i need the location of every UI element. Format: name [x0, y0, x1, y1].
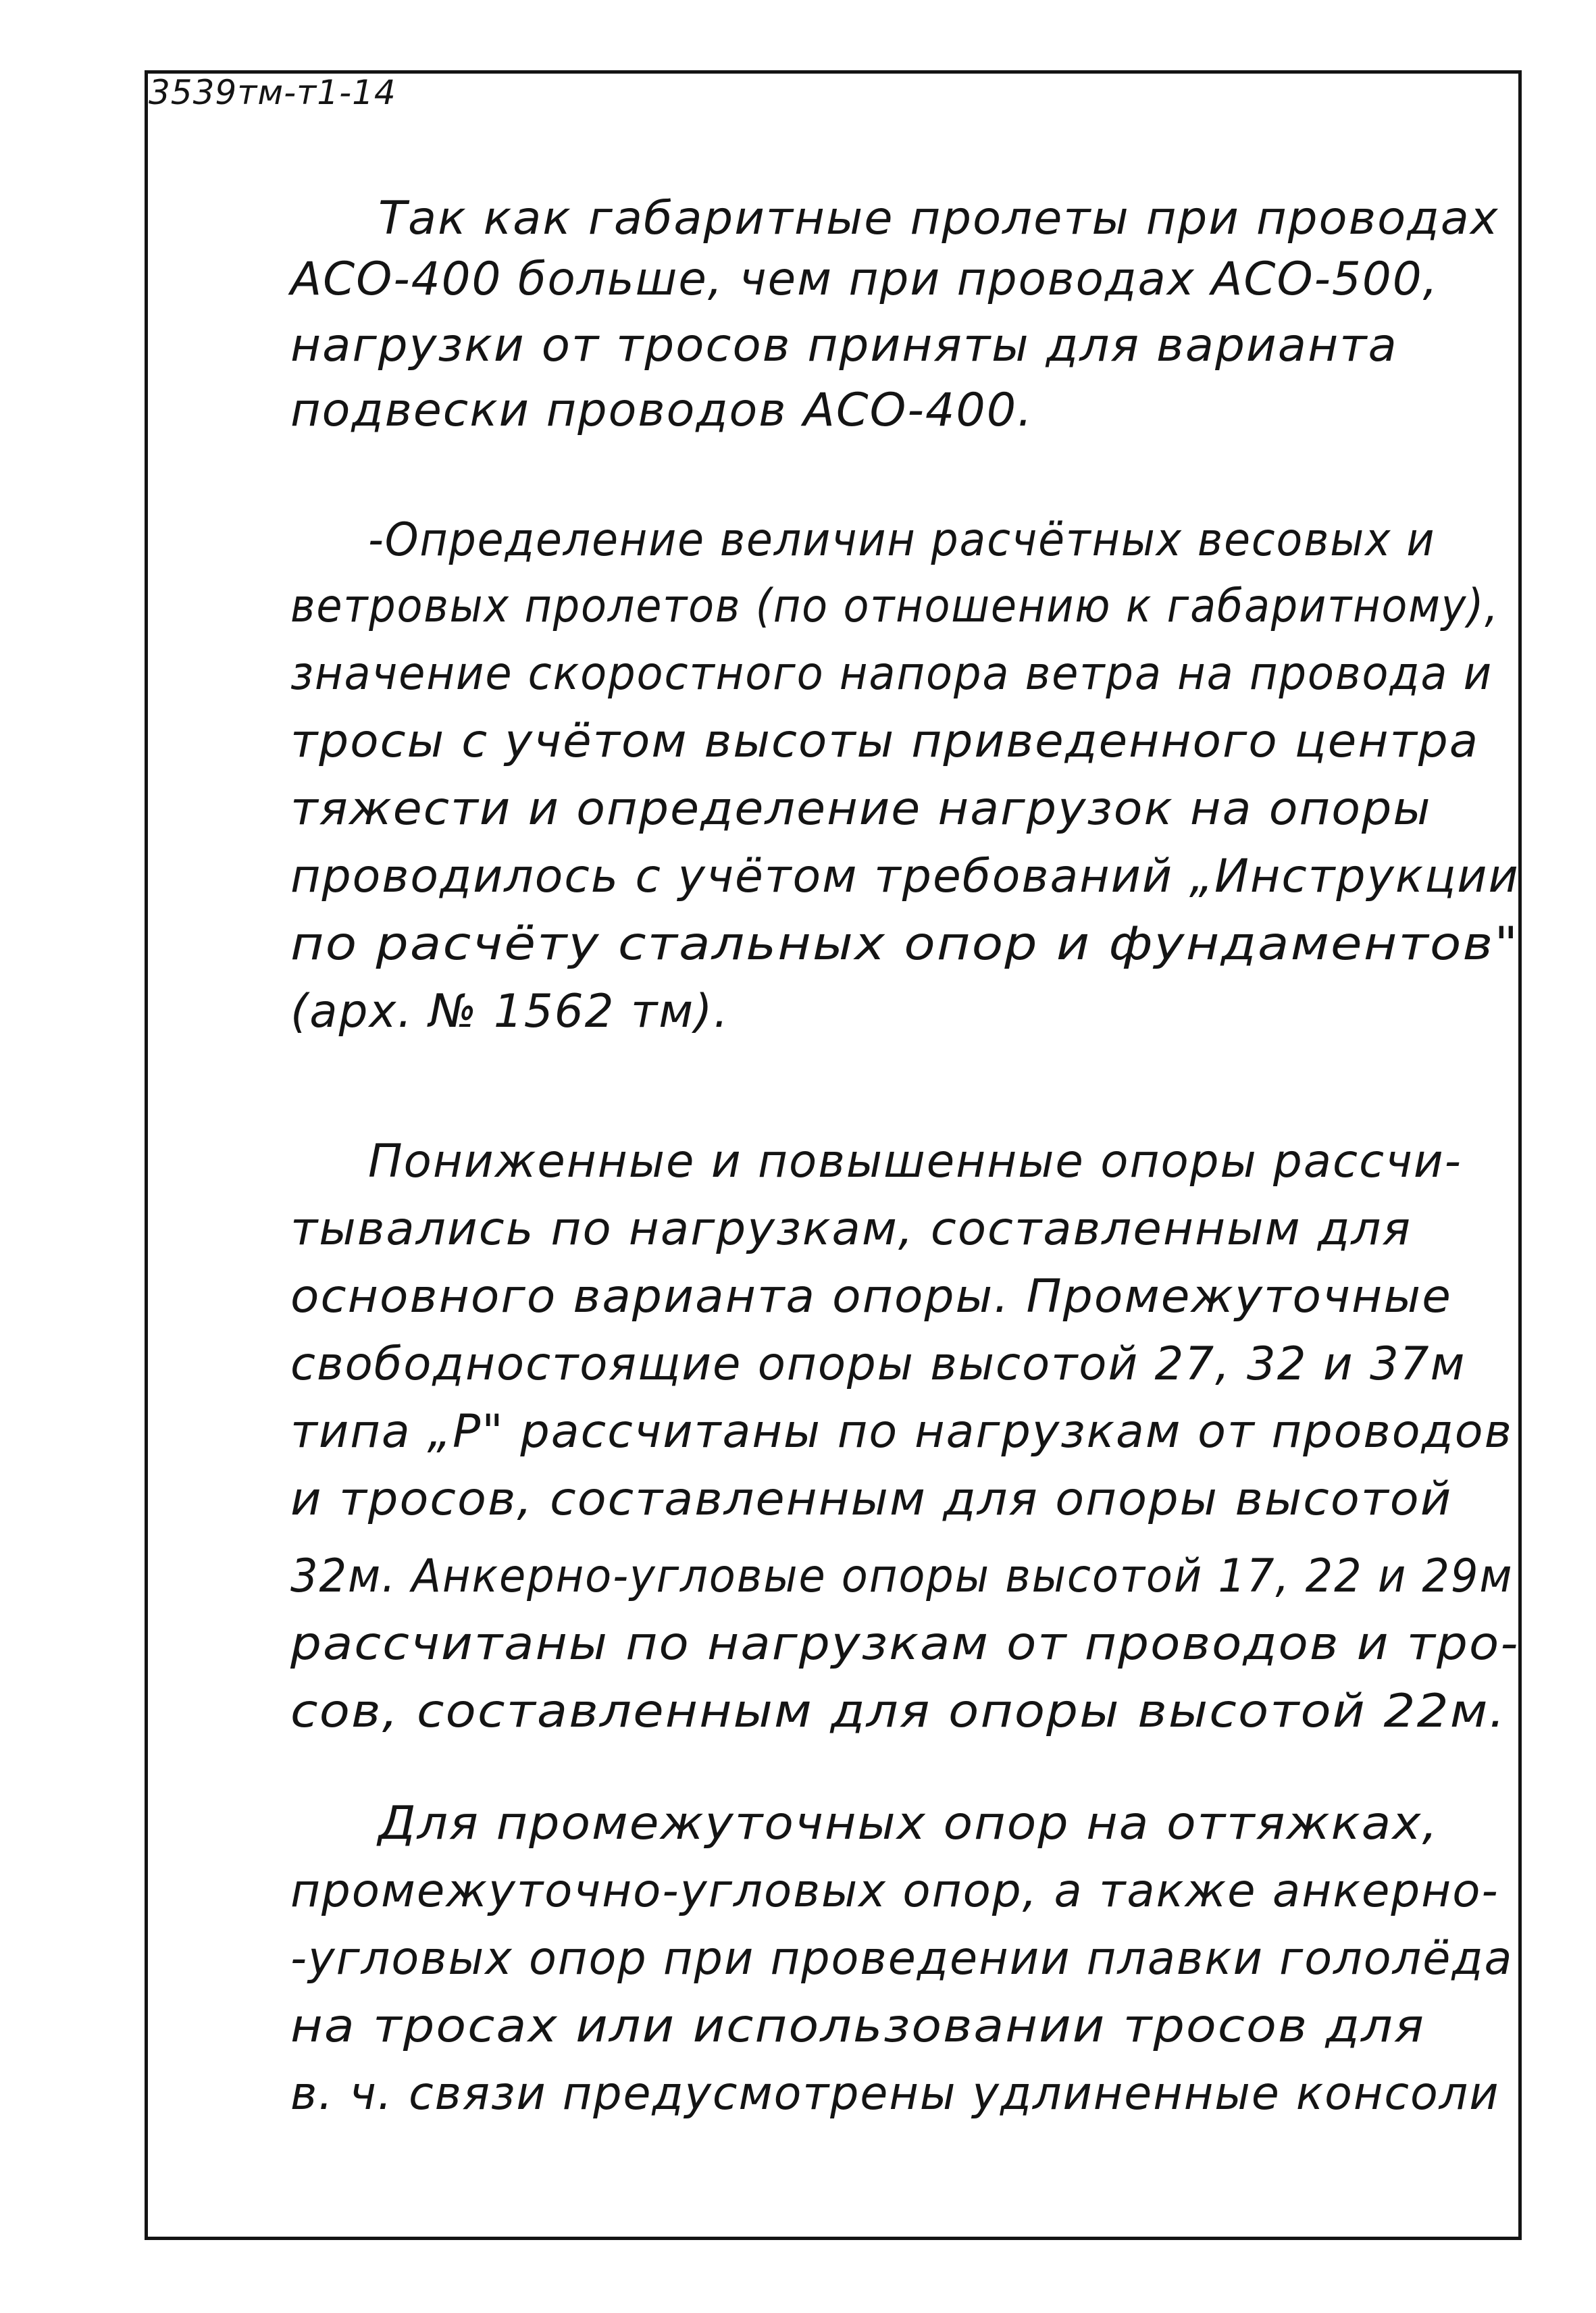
text-line: тяжести и определение нагрузок на опоры — [290, 782, 1432, 836]
text-line: тросы с учётом высоты приведенного центра — [290, 715, 1480, 768]
text-line: АСО-400 больше, чем при проводах АСО-500, — [290, 253, 1439, 306]
text-line: подвески проводов АСО-400. — [290, 384, 1033, 437]
text-line: типа „Р" рассчитаны по нагрузкам от проводов — [290, 1405, 1513, 1458]
text-line: ветровых пролетов (по отношению к габаритному), — [290, 580, 1499, 633]
text-line: Так как габаритные пролеты при проводах — [378, 192, 1499, 245]
text-line: (арх. № 1562 тм). — [290, 985, 729, 1038]
text-line: 32м. Анкерно-угловые опоры высотой 17, 22 и 29м — [290, 1550, 1514, 1603]
text-line: Для промежуточных опор на оттяжках, — [378, 1797, 1439, 1850]
text-line: в. ч. связи предусмотрены удлиненные консоли — [290, 2067, 1500, 2120]
text-line: -угловых опор при проведении плавки гололёда — [290, 1932, 1514, 1985]
text-line: тывались по нагрузкам, составленным для — [290, 1202, 1412, 1256]
text-line: проводилось с учётом требований „Инструкции — [290, 850, 1520, 903]
text-line: сов, составленным для опоры высотой 22м. — [290, 1685, 1507, 1738]
text-line: нагрузки от тросов приняты для варианта — [290, 319, 1398, 372]
text-line: -Определение величин расчётных весовых и — [368, 513, 1436, 567]
text-line: по расчёту стальных опор и фундаментов" — [290, 917, 1520, 971]
text-line: Пониженные и повышенные опоры рассчи- — [368, 1135, 1462, 1188]
text-line: основного варианта опоры. Промежуточные — [290, 1270, 1452, 1323]
document-code: 3539тм-т1-14 — [149, 73, 396, 112]
text-line: значение скоростного напора ветра на провода и — [290, 647, 1493, 701]
text-line: свободностоящие опоры высотой 27, 32 и 37м — [290, 1338, 1466, 1391]
text-line: на тросах или использовании тросов для — [290, 2000, 1426, 2053]
text-line: рассчитаны по нагрузкам от проводов и тро- — [290, 1617, 1520, 1671]
text-line: промежуточно-угловых опор, а также анкерно- — [290, 1864, 1499, 1918]
text-line: и тросов, составленным для опоры высотой — [290, 1473, 1453, 1526]
